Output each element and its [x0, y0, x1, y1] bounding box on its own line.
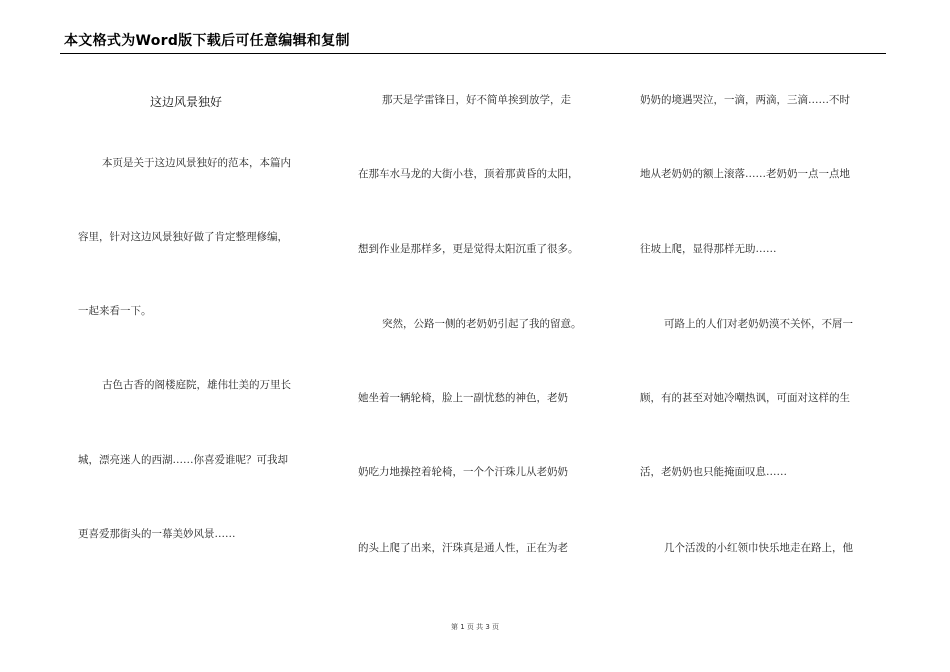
paragraph-line: 突然，公路一侧的老奶奶引起了我的留意。	[382, 318, 582, 330]
paragraph-line: 容里，针对这边风景独好做了肯定整理修编，	[78, 231, 288, 243]
column-3	[640, 60, 890, 620]
paragraph-line: 奶吃力地操控着轮椅，一个个汗珠儿从老奶奶	[358, 466, 568, 478]
header-title: 本文格式为Word版下载后可任意编辑和复制	[64, 33, 350, 49]
paragraph-line: 在那车水马龙的大街小巷，顶着那黄昏的太阳，	[358, 168, 579, 180]
header-divider	[60, 53, 886, 54]
paragraph-line: 想到作业是那样多，更是觉得太阳沉重了很多。	[358, 243, 579, 255]
paragraph-line: 的头上爬了出来，汗珠真是通人性，正在为老	[358, 542, 568, 554]
paragraph-line: 几个活泼的小红领巾快乐地走在路上，他	[664, 542, 853, 554]
paragraph-line: 往坡上爬，显得那样无助……	[640, 243, 777, 255]
document-title: 这边风景独好	[150, 95, 223, 109]
paragraph-line: 奶奶的境遇哭泣，一滴，两滴，三滴……不时	[640, 94, 850, 106]
paragraph-line: 城，漂亮迷人的西湖……你喜爱谁呢？可我却	[78, 454, 288, 466]
paragraph-line: 活，老奶奶也只能掩面叹息……	[640, 466, 787, 478]
paragraph-line: 更喜爱那街头的一幕美妙风景……	[78, 528, 236, 540]
paragraph-line: 顾，有的甚至对她冷嘲热讽，可面对这样的生	[640, 392, 850, 404]
paragraph-line: 本页是关于这边风景独好的范本，本篇内	[102, 157, 291, 169]
paragraph-line: 可路上的人们对老奶奶漠不关怀，不屑一	[664, 318, 853, 330]
column-2	[358, 60, 608, 620]
column-1	[78, 60, 328, 620]
paragraph-line: 古色古香的阁楼庭院，雄伟壮美的万里长	[102, 379, 291, 391]
paragraph-line: 那天是学雷锋日，好不简单挨到放学，走	[382, 94, 571, 106]
paragraph-line: 她坐着一辆轮椅，脸上一副忧愁的神色，老奶	[358, 392, 568, 404]
paragraph-line: 一起来看一下。	[78, 305, 152, 317]
page-number: 第 1 页 共 3 页	[450, 623, 500, 631]
paragraph-line: 地从老奶奶的额上滚落……老奶奶一点一点地	[640, 168, 850, 180]
